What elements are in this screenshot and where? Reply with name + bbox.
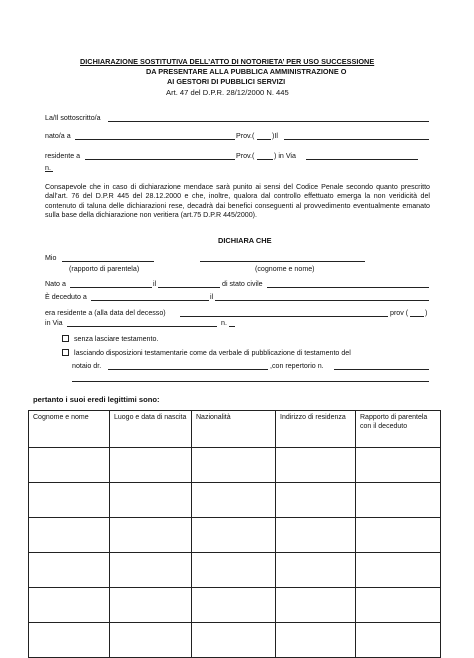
deceased-prov-label: prov ( <box>390 309 409 317</box>
mio-label: Mio <box>45 254 57 262</box>
with-will-label: lasciando disposizioni testamentarie come da verbale di pubblicazione di testamento del <box>74 349 351 357</box>
relation-hint: (rapporto di parentela) <box>69 265 140 273</box>
col-name: Cognome e nome <box>29 411 110 448</box>
death-place-label: È deceduto a <box>45 293 87 301</box>
table-cell[interactable] <box>192 553 276 588</box>
with-will-checkbox[interactable] <box>62 349 69 356</box>
col-address: Indirizzo di residenza <box>276 411 356 448</box>
no-will-checkbox[interactable] <box>62 335 69 342</box>
col-birth: Luogo e data di nascita <box>110 411 192 448</box>
deceased-street-field[interactable] <box>67 326 217 327</box>
legal-reference: Art. 47 del D.P.R. 28/12/2000 N. 445 <box>166 88 289 97</box>
table-cell[interactable] <box>356 518 441 553</box>
table-cell[interactable] <box>276 483 356 518</box>
table-cell[interactable] <box>192 623 276 658</box>
residence-prov-label: Prov.( <box>236 152 255 160</box>
house-number-label: n. <box>45 164 51 172</box>
birth-prov-field[interactable] <box>257 139 271 140</box>
notary-name-field[interactable] <box>108 369 268 370</box>
name-hint: (cognome e nome) <box>255 265 315 273</box>
house-number-field[interactable] <box>45 171 53 172</box>
residence-label: residente a <box>45 152 81 160</box>
no-will-label: senza lasciare testamento. <box>74 335 159 343</box>
notary-extra-field[interactable] <box>72 381 429 382</box>
table-row <box>29 553 441 588</box>
deceased-birthdate-field[interactable] <box>158 287 220 288</box>
signer-name-field[interactable] <box>108 121 429 122</box>
table-cell[interactable] <box>356 483 441 518</box>
birthplace-field[interactable] <box>75 139 235 140</box>
death-place-field[interactable] <box>91 300 209 301</box>
residence-field[interactable] <box>85 159 235 160</box>
birth-date-label: )Il <box>272 132 278 140</box>
table-row <box>29 588 441 623</box>
table-cell[interactable] <box>29 483 110 518</box>
declares-title: DICHIARA CHE <box>218 236 272 245</box>
residence-street-field[interactable] <box>306 159 418 160</box>
deceased-prov-field[interactable] <box>410 316 424 317</box>
table-cell[interactable] <box>192 518 276 553</box>
notary-label: notaio dr. <box>72 362 102 370</box>
deceased-birthplace-label: Nato a <box>45 280 66 288</box>
form-subtitle-2: AI GESTORI DI PUBBLICI SERVIZI <box>167 77 286 86</box>
deceased-birthdate-label: il <box>153 280 157 288</box>
civil-status-field[interactable] <box>267 287 429 288</box>
table-cell[interactable] <box>356 448 441 483</box>
death-date-field[interactable] <box>215 300 429 301</box>
deceased-residence-label: era residente a (alla data del decesso) <box>45 309 166 317</box>
table-row <box>29 518 441 553</box>
col-relation: Rapporto di parentela con il deceduto <box>356 411 441 448</box>
table-cell[interactable] <box>356 588 441 623</box>
heirs-body <box>29 448 441 658</box>
col-nationality: Nazionalità <box>192 411 276 448</box>
death-date-label: il <box>210 293 214 301</box>
table-cell[interactable] <box>29 448 110 483</box>
heirs-title: pertanto i suoi eredi legittimi sono: <box>33 395 160 404</box>
residence-prov-field[interactable] <box>257 159 273 160</box>
birth-prov-label: Prov.( <box>236 132 255 140</box>
table-cell[interactable] <box>192 483 276 518</box>
repertorio-field[interactable] <box>334 369 429 370</box>
relation-field[interactable] <box>62 261 154 262</box>
table-cell[interactable] <box>192 448 276 483</box>
table-cell[interactable] <box>356 553 441 588</box>
table-cell[interactable] <box>29 553 110 588</box>
deceased-number-field[interactable] <box>229 326 235 327</box>
civil-status-label: di stato civile <box>222 280 263 288</box>
legal-statement: Consapevole che in caso di dichiarazione mendace sarà punito ai sensi del Codice Penale secondo quanto prescritto dall’art. 76 del D.P.R 445 del 28.12.2000 e che, inoltre, qualora dal controllo effettuato emerga la non veridicità del contenuto di taluna delle dichiarazioni rese, decadrà dai benefici conseguenti al provvedimento eventualmente emanato sulla base della dichiarazione non veritiera (art.75 D.P.R 445/2000). <box>45 183 430 220</box>
table-cell[interactable] <box>110 518 192 553</box>
signer-label: La/Il sottoscritto/a <box>45 114 101 122</box>
table-cell[interactable] <box>110 623 192 658</box>
form-title: DICHIARAZIONE SOSTITUTIVA DELL’ATTO DI NOTORIETA’ PER USO SUCCESSIONE <box>80 57 375 66</box>
deceased-birthplace-field[interactable] <box>70 287 152 288</box>
residence-street-label: ) in Via <box>274 152 296 160</box>
table-row <box>29 483 441 518</box>
table-cell[interactable] <box>110 553 192 588</box>
repertorio-label: ,con repertorio n. <box>270 362 324 370</box>
deceased-street-label: in Via <box>45 319 63 327</box>
table-cell[interactable] <box>276 553 356 588</box>
deceased-residence-field[interactable] <box>180 316 388 317</box>
table-cell[interactable] <box>110 483 192 518</box>
table-cell[interactable] <box>356 623 441 658</box>
deceased-number-label: n. <box>221 319 227 327</box>
table-row <box>29 448 441 483</box>
option-no-will <box>62 335 158 344</box>
table-cell[interactable] <box>29 623 110 658</box>
birthplace-label: nato/a a <box>45 132 71 140</box>
table-cell[interactable] <box>276 518 356 553</box>
deceased-prov-close: ) <box>425 309 428 317</box>
table-row <box>29 623 441 658</box>
table-cell[interactable] <box>192 588 276 623</box>
table-cell[interactable] <box>110 448 192 483</box>
table-cell[interactable] <box>276 623 356 658</box>
deceased-name-field[interactable] <box>200 261 365 262</box>
option-with-will <box>62 349 351 358</box>
heirs-header-row <box>29 411 441 448</box>
table-cell[interactable] <box>29 588 110 623</box>
table-cell[interactable] <box>110 588 192 623</box>
heirs-table <box>28 410 441 658</box>
birth-date-field[interactable] <box>284 139 429 140</box>
form-subtitle: DA PRESENTARE ALLA PUBBLICA AMMINISTRAZIONE O <box>146 67 347 76</box>
table-cell[interactable] <box>29 518 110 553</box>
table-cell[interactable] <box>276 588 356 623</box>
table-cell[interactable] <box>276 448 356 483</box>
